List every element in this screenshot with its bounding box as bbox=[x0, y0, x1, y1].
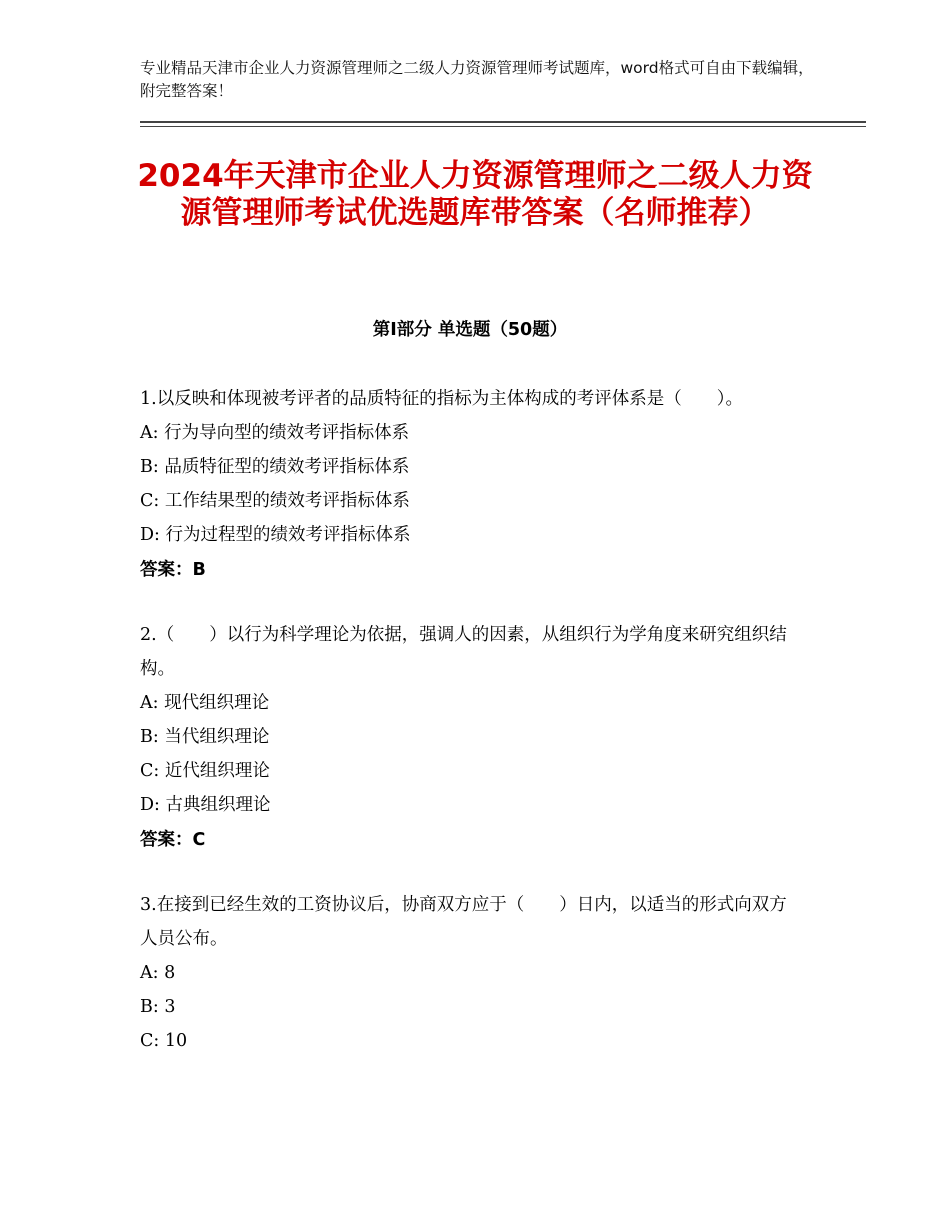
document-title: 2024年天津市企业人力资源管理师之二级人力资源管理师考试优选题库带答案（名师推荐） bbox=[137, 158, 813, 231]
option-d: D: 古典组织理论 bbox=[140, 795, 271, 815]
option-c: C: 近代组织理论 bbox=[140, 761, 270, 781]
question-stem: 1.以反映和体现被考评者的品质特征的指标为主体构成的考评体系是（ ）。 bbox=[140, 389, 743, 409]
option-c: C: 工作结果型的绩效考评指标体系 bbox=[140, 491, 410, 511]
option-b: B: 当代组织理论 bbox=[140, 727, 270, 747]
section-heading: 第Ⅰ部分 单选题（50题） bbox=[372, 320, 568, 340]
option-b: B: 品质特征型的绩效考评指标体系 bbox=[140, 457, 410, 477]
question-3 bbox=[140, 888, 800, 1058]
question-stem: 3.在接到已经生效的工资协议后，协商双方应于（ ）日内，以适当的形式向双方人员公布。 bbox=[140, 895, 787, 949]
answer: 答案：C bbox=[140, 830, 206, 850]
question-2 bbox=[140, 618, 800, 858]
option-b: B: 3 bbox=[140, 997, 176, 1017]
option-d: D: 行为过程型的绩效考评指标体系 bbox=[140, 525, 411, 545]
option-c: C: 10 bbox=[140, 1031, 188, 1051]
document-header: 专业精品天津市企业人力资源管理师之二级人力资源管理师考试题库，word格式可自由下载编辑，附完整答案！ bbox=[140, 59, 814, 100]
option-a: A: 行为导向型的绩效考评指标体系 bbox=[140, 423, 410, 443]
question-stem: 2.（ ）以行为科学理论为依据，强调人的因素，从组织行为学角度来研究组织结构。 bbox=[140, 625, 787, 679]
option-a: A: 现代组织理论 bbox=[140, 693, 270, 713]
question-1 bbox=[140, 382, 800, 588]
header-divider-thick bbox=[140, 121, 866, 123]
header-divider-thin bbox=[140, 126, 866, 127]
answer: 答案：B bbox=[140, 560, 206, 580]
question-list bbox=[140, 382, 800, 1088]
option-a: A: 8 bbox=[140, 963, 176, 983]
